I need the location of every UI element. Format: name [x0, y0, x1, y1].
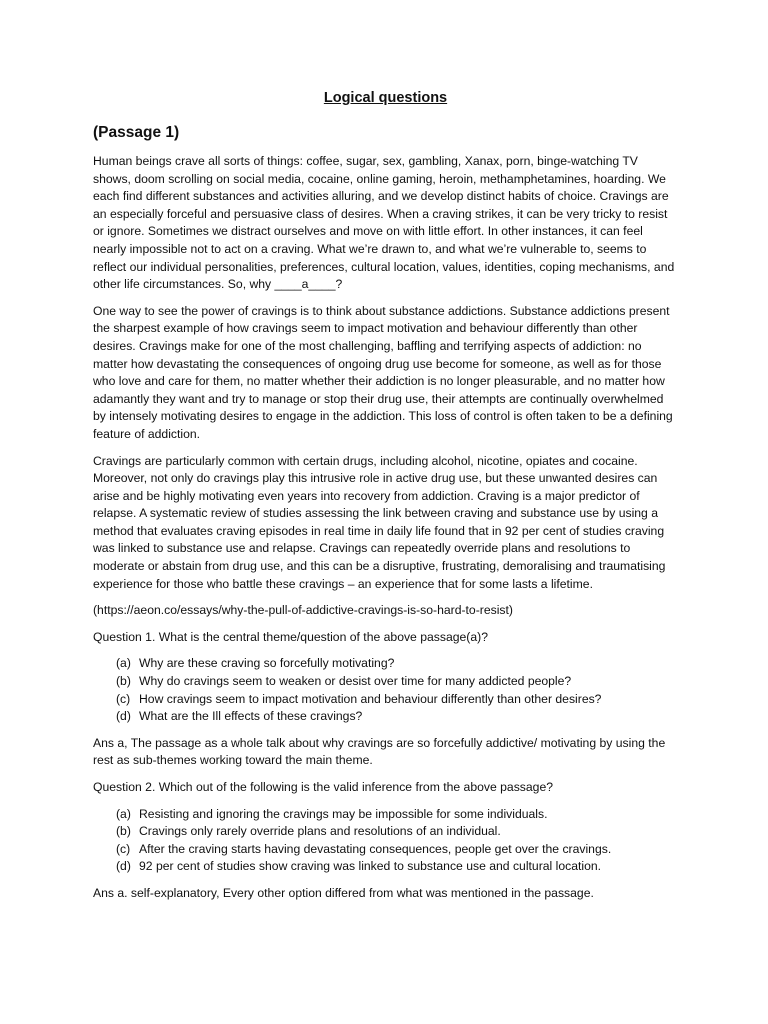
passage-paragraph-2: One way to see the power of cravings is to think about substance addictions. Substance addictions present the sharpest example of how cravings seem to impact motivation and behaviour differently than other desires. Cravings make for one of the most challenging, baffling and terrifying aspects of addiction: no matter how devastating the consequences of ongoing drug use become for someone, as well as for those who love and care for them, no matter whether their addiction is no longer pleasurable, and no matter how adamantly they want and try to manage or stop their drug use, their attempts are continually overwhelmed by intensely motivating desires to engage in the addiction. This loss of control is often taken to be a defining feature of addiction.	[93, 303, 673, 441]
option-item	[116, 841, 678, 859]
answer-1: Ans a, The passage as a whole talk about why cravings are so forcefully addictive/ motivating by using the rest as sub-themes working toward the main theme.	[93, 735, 666, 768]
option-text: Resisting and ignoring the cravings may be impossible for some individuals.	[139, 806, 548, 821]
option-item	[116, 858, 678, 876]
option-item	[116, 806, 678, 824]
source-citation: (https://aeon.co/essays/why-the-pull-of-addictive-cravings-is-so-hard-to-resist)	[93, 603, 513, 618]
option-item	[116, 708, 678, 726]
option-text: How cravings seem to impact motivation and behaviour differently than other desires?	[139, 691, 602, 706]
option-item	[116, 823, 678, 841]
option-text: Cravings only rarely override plans and resolutions of an individual.	[139, 824, 501, 839]
question-2-options	[93, 806, 678, 876]
option-text: After the craving starts having devastating consequences, people get over the cravings.	[139, 841, 612, 856]
option-key: (c)	[116, 691, 131, 706]
option-key: (b)	[116, 674, 131, 689]
option-key: (d)	[116, 709, 131, 724]
question-2: Question 2. Which out of the following is the valid inference from the above passage?	[93, 780, 554, 794]
option-text: Why are these craving so forcefully motivating?	[139, 656, 395, 671]
option-key: (c)	[116, 841, 131, 856]
option-key: (b)	[116, 824, 131, 839]
option-text: Why do cravings seem to weaken or desist over time for many addicted people?	[139, 674, 572, 689]
option-key: (d)	[116, 859, 131, 874]
answer-2: Ans a. self-explanatory, Every other option differed from what was mentioned in the passage.	[93, 885, 594, 900]
option-key: (a)	[116, 806, 131, 821]
option-item	[116, 655, 678, 673]
page-title: Logical questions	[323, 90, 448, 106]
question-1-options	[93, 655, 678, 725]
passage-heading: (Passage 1)	[93, 124, 180, 141]
passage-paragraph-3: Cravings are particularly common with certain drugs, including alcohol, nicotine, opiates and cocaine. Moreover, not only do cravings play this intrusive role in active drug use, but these unwanted desires can arise and be highly motivating even years into recovery from addiction. Craving is a major predictor of relapse. A systematic review of studies assessing the link between craving and substance use by using a method that evaluates craving episodes in real time in daily life found that in 92 per cent of studies craving was linked to substance use and relapse. Cravings can repeatedly override plans and resolutions to moderate or abstain from drug use, and this can be a disruptive, frustrating, demoralising and traumatising experience for those who battle these cravings – an experience that for some lasts a lifetime.	[93, 453, 666, 591]
option-key: (a)	[116, 656, 131, 671]
option-text: What are the Ill effects of these cravings?	[139, 709, 363, 724]
option-text: 92 per cent of studies show craving was linked to substance use and cultural location.	[139, 859, 602, 874]
passage-paragraph-1: Human beings crave all sorts of things: coffee, sugar, sex, gambling, Xanax, porn, binge-watching TV shows, doom scrolling on social media, cocaine, online gaming, heroin, methamphetamines, hoarding. We each find different substances and activities alluring, and we develop distinct habits of choice. Cravings are an especially forceful and persuasive class of desires. When a craving strikes, it can be very tricky to resist or ignore. Sometimes we distract ourselves and move on with little effort. In other instances, it can feel nearly impossible not to act on a craving. What we’re drawn to, and what we’re vulnerable to, seems to reflect our individual personalities, preferences, cultural location, values, identities, coping mechanisms, and other life circumstances. So, why ____a____?	[93, 154, 675, 292]
option-item	[116, 691, 678, 709]
question-1: Question 1. What is the central theme/question of the above passage(a)?	[93, 629, 488, 644]
option-item	[116, 673, 678, 691]
